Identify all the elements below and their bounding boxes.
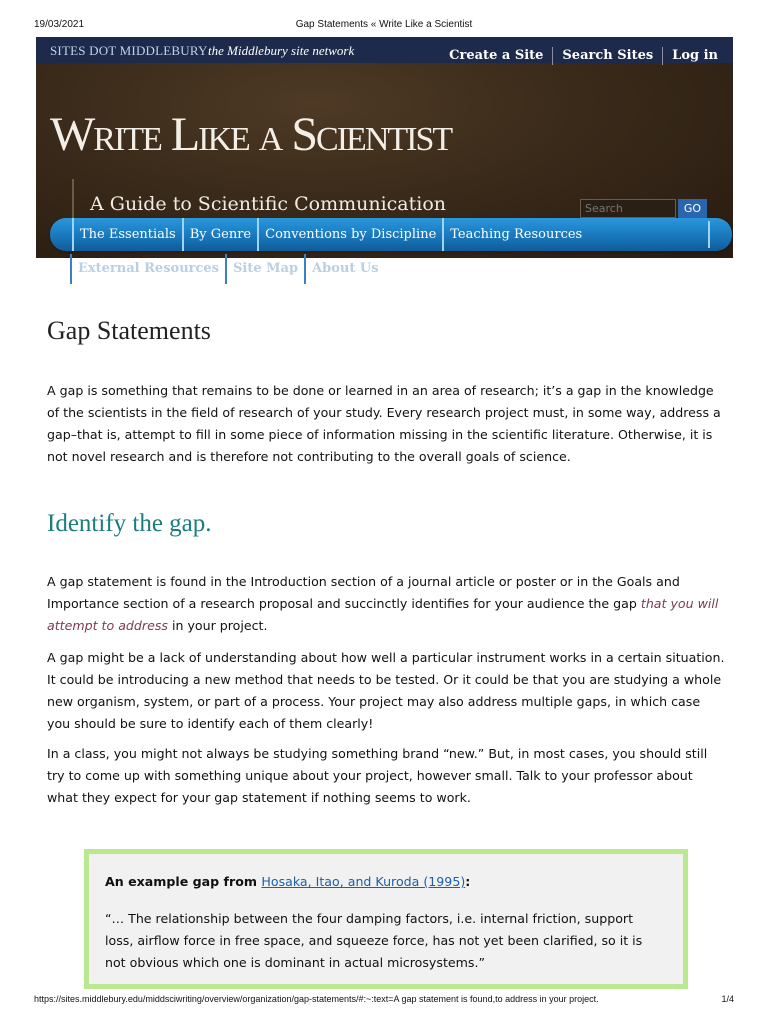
site-tagline: A Guide to Scientific Communication — [90, 193, 447, 215]
network-tagline: the Middlebury site network — [208, 43, 355, 58]
nav-item-teaching-resources[interactable]: Teaching Resources — [442, 218, 588, 251]
search-go-button[interactable]: GO — [678, 199, 707, 218]
nav-item-site-map[interactable]: Site Map — [225, 254, 304, 284]
print-page-title: Gap Statements « Write Like a Scientist — [295, 19, 473, 30]
print-footer — [0, 994, 768, 1014]
nav-item-the-essentials[interactable]: The Essentials — [72, 218, 182, 251]
search-input[interactable] — [580, 199, 676, 218]
nav-divider — [708, 221, 710, 248]
example-lead — [105, 874, 470, 889]
paragraph-text: A gap statement is found in the Introduction section of a journal article or poster or in the Goals and Importance section of a research proposal and succinctly identifies for your audience the gap — [47, 574, 680, 611]
search-sites-link[interactable]: Search Sites — [552, 47, 662, 65]
class-advice-paragraph: In a class, you might not always be studying something brand “new.” But, in most cases, you should still try to come up with something unique about your project, however small. Talk to your professor about what they expect for your gap statement if nothing seems to work. — [47, 746, 708, 805]
nav-item-conventions-by-discipline[interactable]: Conventions by Discipline — [257, 218, 442, 251]
intro-paragraph: A gap is something that remains to be done or learned in an area of research; it’s a gap in the knowledge of the scientists in the field of research of your study. Every research project must, in some way, address a gap–that is, attempt to fill in some piece of information missing in the scientific literature. Otherwise, it is not novel research and is therefore not contributing to the overall goals of science. — [47, 383, 721, 464]
print-url: https://sites.middlebury.edu/middsciwriting/overview/organization/gap-statements/#:~:text=A gap statement is found,to address in your project. — [34, 994, 599, 1004]
secondary-nav — [70, 254, 385, 284]
example-lead-colon: : — [465, 874, 471, 889]
create-site-link[interactable]: Create a Site — [449, 48, 544, 63]
main-nav — [50, 218, 732, 251]
log-in-link[interactable]: Log in — [662, 47, 727, 65]
print-page-number: 1/4 — [721, 994, 734, 1004]
nav-item-about-us[interactable]: About Us — [304, 254, 385, 284]
network-logo[interactable]: SITES DOT MIDDLEBURY — [50, 43, 208, 58]
title-divider — [72, 179, 74, 221]
print-date: 19/03/2021 — [34, 19, 85, 30]
gap-examples-paragraph: A gap might be a lack of understanding about how well a particular instrument works in a certain situation. It could be introducing a new method that needs to be tested. Or it could be that you are studying a whole new organism, system, or part of a process. Your project may also address multiple gaps, in which case you should be sure to identify each of them clearly! — [47, 650, 725, 731]
example-lead-text: An example gap from — [105, 874, 262, 889]
site-title[interactable]: Write Like a Scientist — [50, 108, 452, 161]
network-topbar — [36, 37, 733, 63]
print-header — [0, 0, 768, 36]
example-callout — [84, 849, 688, 989]
nav-item-external-resources[interactable]: External Resources — [70, 254, 225, 284]
nav-item-by-genre[interactable]: By Genre — [182, 218, 257, 251]
page-title: Gap Statements — [47, 316, 211, 345]
paragraph-text-end: in your project. — [167, 618, 268, 633]
top-links — [440, 47, 727, 65]
example-quote: “… The relationship between the four damping factors, i.e. internal friction, support loss, airflow force in free space, and squeeze force, has not yet been clarified, so it is not obvious which one is dominant in actual microsystems.” — [105, 911, 643, 970]
section-heading: Identify the gap. — [47, 510, 212, 537]
citation-link[interactable]: Hosaka, Itao, and Kuroda (1995) — [261, 874, 466, 889]
gap-statement-paragraph — [47, 571, 727, 637]
emphasis-text: that you will attempt to address — [47, 596, 719, 633]
